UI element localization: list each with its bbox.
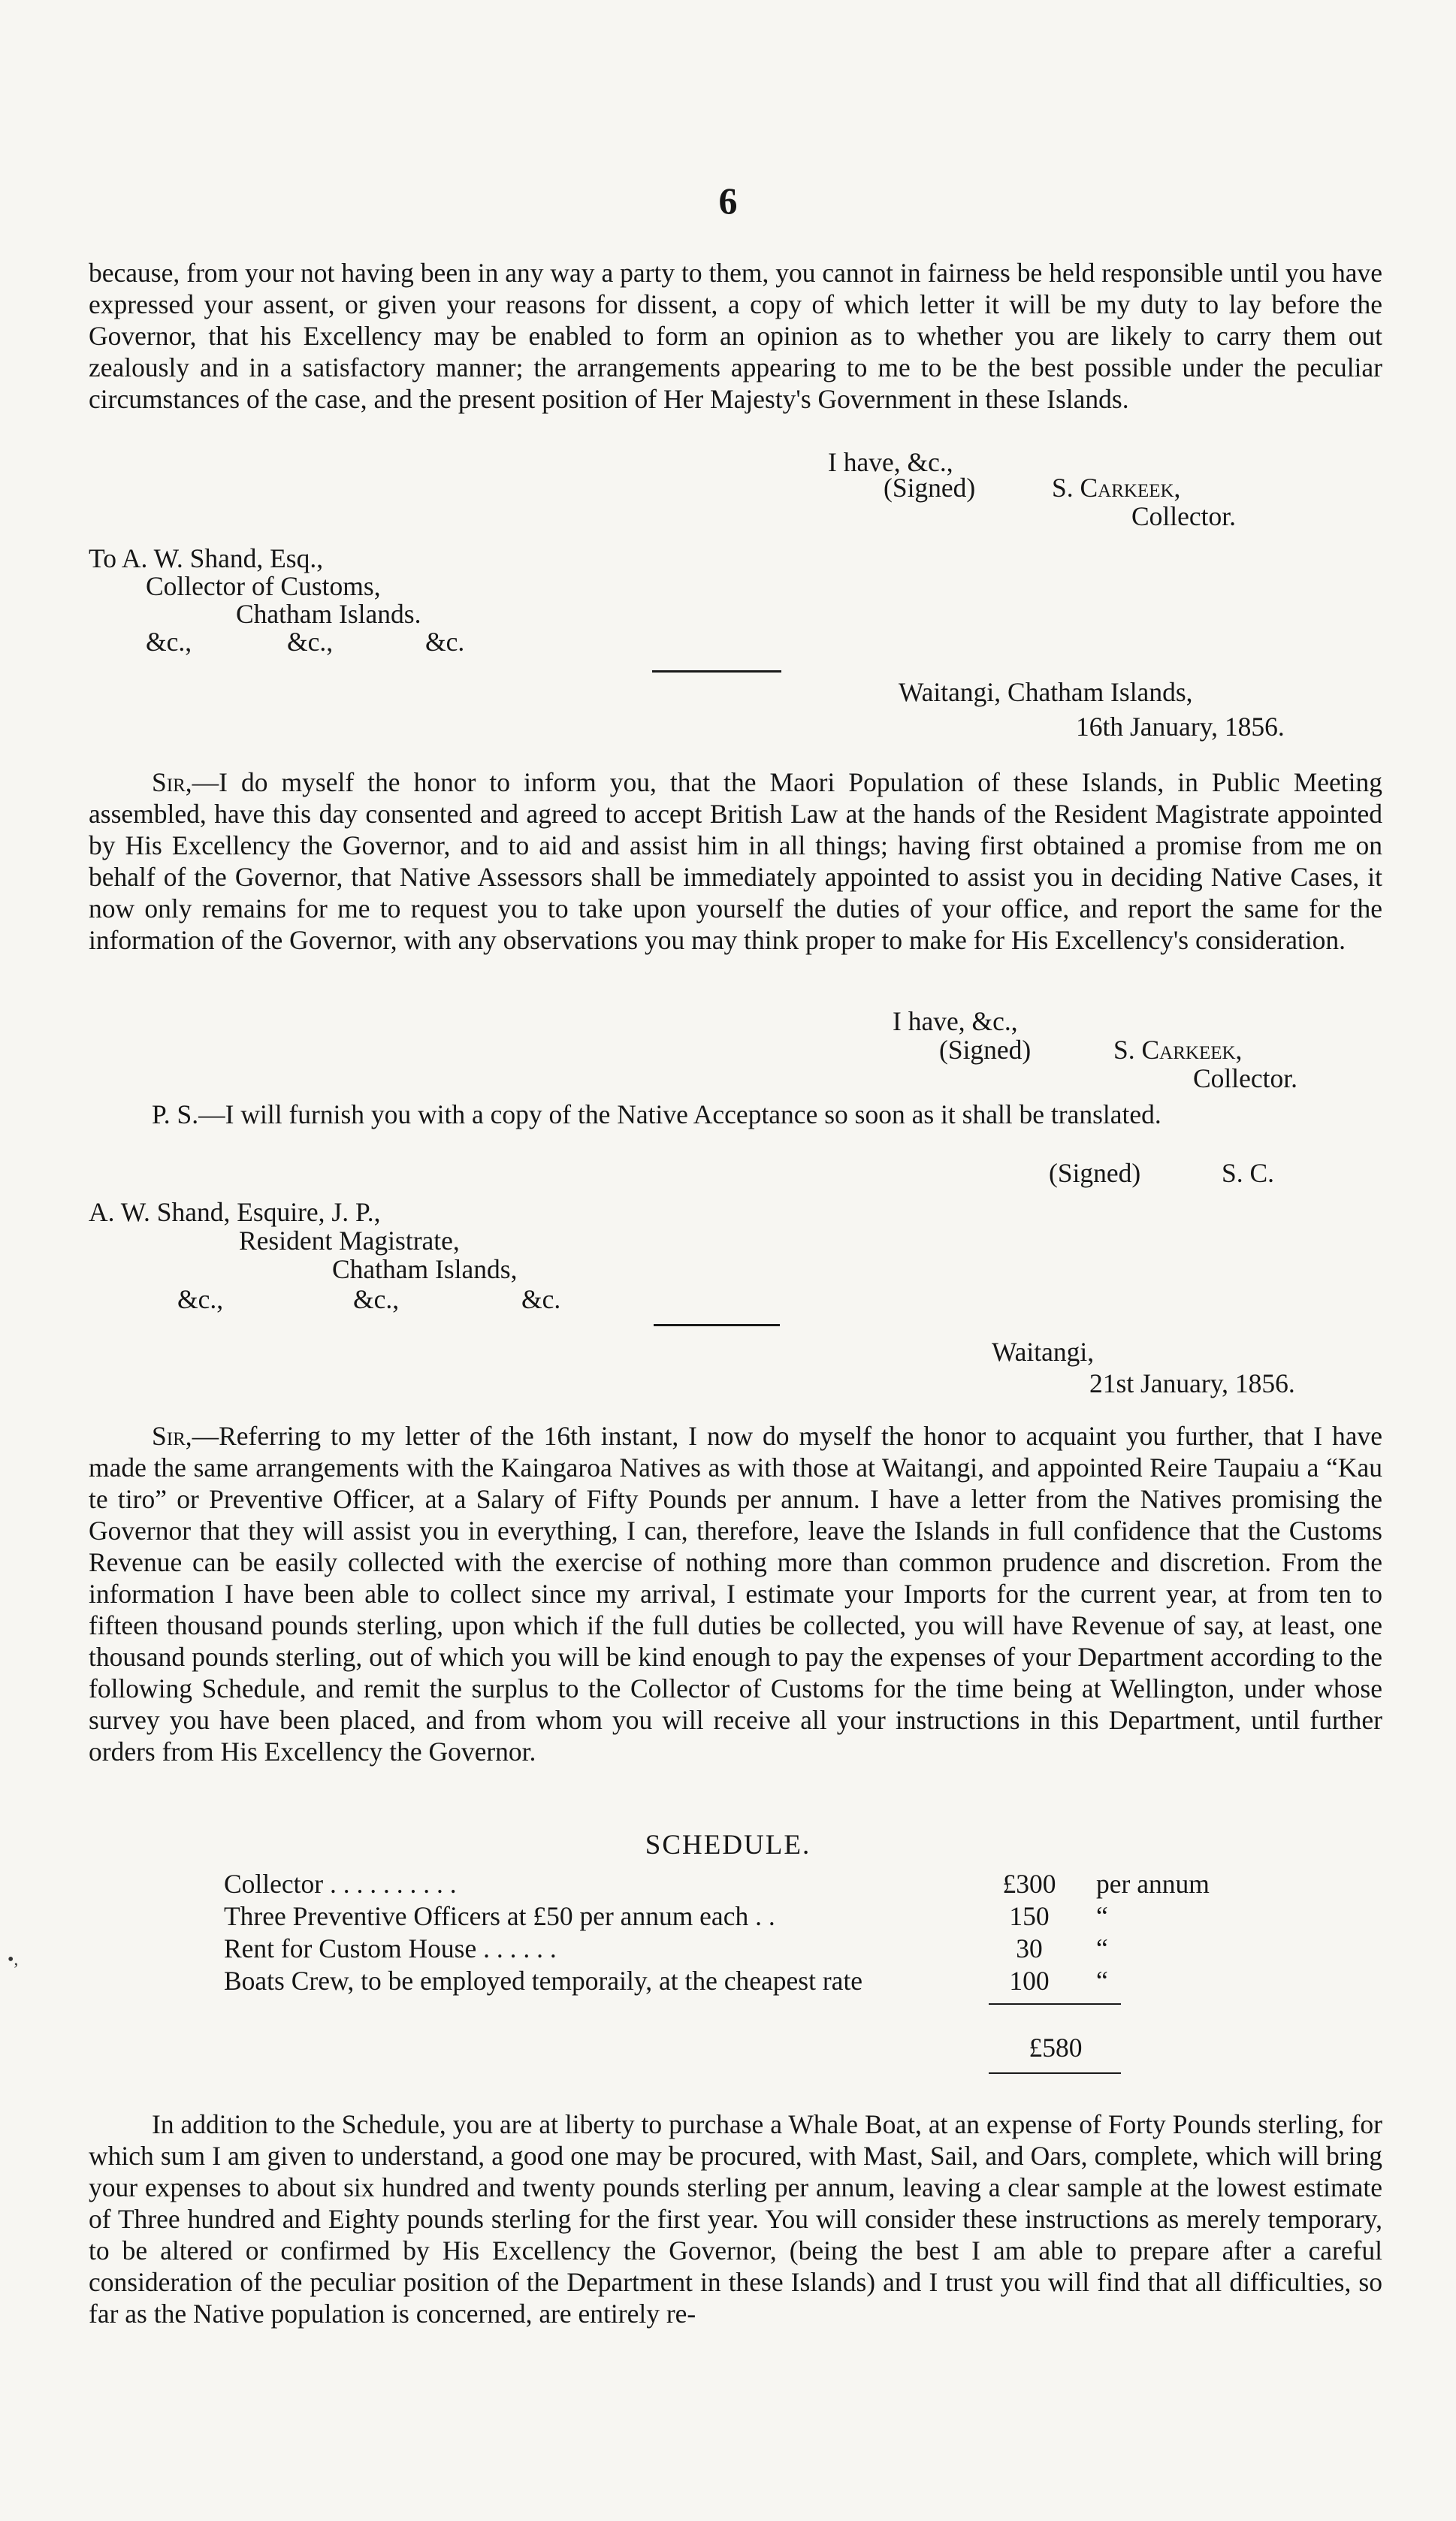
letter1-body: because, from your not having been in any way a party to them, you cannot in fairness be held responsible until you have expressed your assent, or given your reasons for dissent, a copy of which letter it will be my duty to lay before the Governor, that his Excellency may be enabled to form an opinion as to whether you are likely to carry them out zealously and in a satisfactory manner; the arrangements appearing to me to be the best possible under the peculiar circumstances of the case, and the present position of Her Majesty's Government in these Islands. <box>89 258 1382 414</box>
letter2-addressee-line1: A. W. Shand, Esquire, J. P., <box>89 1197 381 1227</box>
letter2-addressee-line3: Chatham Islands, <box>332 1254 518 1284</box>
schedule-label: Three Preventive Officers at £50 per annum each . . <box>224 1901 775 1931</box>
letter1-closing: I have, &c., <box>828 447 953 477</box>
letter3-body-paragraph <box>89 1420 1382 1767</box>
schedule-amount: 100 <box>1009 1966 1050 1996</box>
schedule-per: per annum <box>1096 1869 1210 1899</box>
schedule-row <box>224 1965 1261 1997</box>
letter3-closing-paragraph: In addition to the Schedule, you are at liberty to purchase a Whale Boat, at an expense of Forty Pounds sterling, for which sum I am given to understand, a good one may be procured, with Mast, Sail, and Oars, complete, which will bring your expenses to about six hundred and twenty pounds sterling per annum, leaving a clear sample at the lowest estimate of Three hundred and Eighty pounds sterling for the first year. You will consider these instructions as merely temporary, to be altered or confirmed by His Excellency the Governor, (being the best I am able to prepare after a careful consideration of the peculiar position of the Department in these Islands) and I trust you will find that all difficulties, so far as the Native population is concerned, are entirely re- <box>89 2109 1382 2329</box>
letter2-ps-initials: S. C. <box>1222 1158 1275 1188</box>
letter3-salutation: Sir, <box>152 1421 192 1451</box>
letter1-etc-3: &c. <box>425 627 465 657</box>
letter2-date: 16th January, 1856. <box>1076 712 1285 742</box>
letter3-date: 21st January, 1856. <box>1089 1368 1295 1398</box>
schedule-per: “ <box>1096 1966 1108 1996</box>
section-divider-1 <box>652 670 781 673</box>
letter2-title: Collector. <box>1193 1063 1298 1093</box>
letter1-signed: (Signed) <box>884 473 976 503</box>
schedule-row <box>224 1933 1261 1965</box>
schedule-amount: £300 <box>1002 1869 1056 1899</box>
letter2-closing: I have, &c., <box>893 1006 1018 1036</box>
schedule-sum-rule <box>989 2003 1121 2005</box>
letter1-addressee-line1: To A. W. Shand, Esq., <box>89 543 324 573</box>
schedule-per: “ <box>1096 1933 1108 1963</box>
schedule-label: Boats Crew, to be employed temporaily, at the cheapest rate <box>224 1966 863 1996</box>
margin-mark: •, <box>8 1950 19 1969</box>
schedule-label: Collector . . . . . . . . . . <box>224 1869 457 1899</box>
letter1-etc-2: &c., <box>287 627 334 657</box>
letter2-signer: S. Carkeek, <box>1113 1035 1243 1065</box>
schedule-total: £580 <box>1029 2033 1083 2063</box>
letter3-place: Waitangi, <box>992 1337 1095 1367</box>
letter2-salutation: Sir, <box>152 767 192 797</box>
letter2-body-paragraph <box>89 766 1382 956</box>
letter1-signer: S. Carkeek, <box>1052 473 1181 503</box>
section-divider-2 <box>654 1324 780 1326</box>
schedule-total-rule <box>989 2072 1121 2074</box>
letter1-title: Collector. <box>1131 501 1237 531</box>
schedule-row <box>224 1868 1261 1900</box>
page-number: 6 <box>718 180 738 222</box>
letter2-postscript: P. S.—I will furnish you with a copy of the Native Acceptance so soon as it shall be translated. <box>152 1099 1161 1129</box>
schedule-amount: 30 <box>1016 1933 1043 1963</box>
letter1-addressee-line2: Collector of Customs, <box>146 571 381 601</box>
schedule-amount: 150 <box>1009 1901 1050 1931</box>
letter2-etc-3: &c. <box>521 1284 561 1314</box>
letter2-place: Waitangi, Chatham Islands, <box>899 677 1193 707</box>
letter2-addressee-line2: Resident Magistrate, <box>239 1226 460 1256</box>
schedule-label: Rent for Custom House . . . . . . <box>224 1933 557 1963</box>
letter2-etc-2: &c., <box>353 1284 400 1314</box>
letter2-signed: (Signed) <box>939 1035 1032 1065</box>
schedule-table <box>224 1868 1261 1997</box>
schedule-per: “ <box>1096 1901 1108 1931</box>
schedule-row <box>224 1900 1261 1933</box>
letter2-body: —I do myself the honor to inform you, that the Maori Population of these Islands, in Public Meeting assembled, have this day consented and agreed to accept British Law at the hands of the Resident Magistrate appointed by His Excellency the Governor, and to aid and assist him in all things; having first obtained a promise from me on behalf of the Governor, that Native Assessors shall be immediately appointed to assist you in deciding Native Cases, it now only remains for me to request you to take upon yourself the duties of your office, and report the same for the information of the Governor, with any observations you may think proper to make for His Excellency's consideration. <box>89 767 1382 955</box>
letter1-etc-1: &c., <box>146 627 192 657</box>
letter2-ps-signed: (Signed) <box>1049 1158 1141 1188</box>
letter1-addressee-line3: Chatham Islands. <box>236 599 421 629</box>
letter3-body: —Referring to my letter of the 16th instant, I now do myself the honor to acquaint you further, that I have made the same arrangements with the Kaingaroa Natives as with those at Waitangi, and appointed Reire Taupaiu a “Kau te tiro” or Preventive Officer, at a Salary of Fifty Pounds per annum. I have a letter from the Natives promising the Governor that they will assist you in everything, I can, therefore, leave the Islands in full confidence that the Customs Revenue can be easily collected with the exercise of nothing more than common prudence and discretion. From the information I have been able to collect since my arrival, I estimate your Imports for the current year, at from ten to fifteen thousand pounds sterling, upon which if the full duties be collected, you will have Revenue of say, at least, one thousand pounds sterling, out of which you will be kind enough to pay the expenses of your Department according to the following Schedule, and remit the surplus to the Collector of Customs for the time being at Wellington, under whose survey you have been placed, and from whom you will receive all your instructions in this Department, until further orders from His Excellency the Governor. <box>89 1421 1382 1767</box>
letter2-etc-1: &c., <box>177 1284 224 1314</box>
schedule-heading: SCHEDULE. <box>645 1830 811 1861</box>
